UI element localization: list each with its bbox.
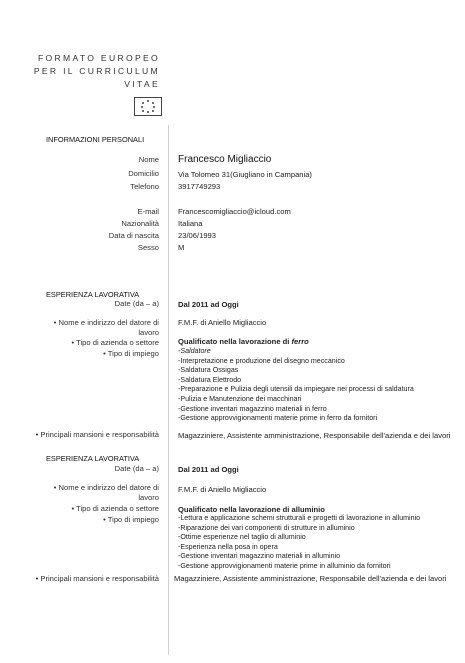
sector-label-2: • Tipo di azienda o settore [71,504,159,513]
task-item: -Interpretazione e produzione del disegno meccanico [178,356,345,365]
qualification-material-1: ferro [291,337,309,346]
task-item: -Lettura e applicazione schemi strutturali e progetti di lavorazione in alluminio [178,514,421,522]
employer-label-1b: lavoro [138,328,159,337]
header-line-3: VITAE [124,79,160,89]
email-value: Francescomigliaccio@icloud.com [178,207,291,216]
task-item: -Saldatura Elettrodo [178,375,242,384]
employer-label-1: • Nome e indirizzo del datore di [53,318,159,327]
task-item: -Saldatura Ossigas [178,366,239,375]
task-item: -Pulizia e Manutenzione dei macchinari [178,394,302,403]
task-item: -Ottime esperienze nel taglio di alluminio [178,533,306,542]
task-list-2 [178,514,420,572]
email-label: E-mail [137,207,159,216]
qualification-prefix-1: Qualificato nella lavorazione di [178,337,292,346]
task-item: -Preparazione e Pulizia degli utensili da impiegare nei processi di saldatura [178,385,414,394]
name-value: Francesco Migliaccio [178,154,272,165]
date-label-2: Date (da – a) [114,464,159,473]
section-title-personal: INFORMAZIONI PERSONALI [46,135,145,144]
header-line-1: FORMATO EUROPEO [37,53,160,63]
sex-label: Sesso [137,243,159,252]
sex-value: M [178,243,185,252]
section-title-experience-1: ESPERIENZA LAVORATIVA [46,290,140,299]
job-label-2: • Tipo di impiego [103,515,159,524]
employer-label-2b: lavoro [138,493,159,502]
task-item: -Gestione inventari magazzino materiali in alluminio [178,552,341,561]
qualification-1 [178,337,309,346]
duties-label-2: • Principali mansioni e responsabilità [35,574,159,583]
employer-label-2: • Nome e indirizzo del datore di [53,483,159,492]
task-item: -Gestione approvvigionamenti materie prime in ferro da fornitori [178,414,378,423]
task-item: -Riparazione dei vari componenti di strutture in alluminio [178,523,355,532]
duties-value-1: Magazziniere, Assistente amministrazione, Responsabile dell'azienda e dei lavori [178,431,451,440]
phone-label: Telefono [130,182,159,191]
task-item: -Gestione inventari magazzino materiali in ferro [178,404,327,413]
employer-value-2: F.M.F. di Aniello Migliaccio [178,485,267,494]
address-value: Via Tolomeo 31(Giugliano in Campania) [178,170,312,179]
date-label-1: Date (da – a) [114,299,159,308]
date-value-1: Dal 2011 ad Oggi [178,300,239,309]
task-item: -Esperienza nella posa in opera [178,542,278,551]
employer-value-1: F.M.F. di Aniello Migliaccio [178,318,267,327]
name-label: Nome [138,155,159,164]
header-line-2: PER IL CURRICULUM [33,66,160,76]
duties-value-2: Magazziniere, Assistente amministrazione, Responsabile dell'azienda e dei lavori [174,574,447,583]
nationality-value: Italiana [178,219,203,228]
phone-value: 3917749293 [178,182,221,191]
task-item: -Gestione approvvigionamenti materie prime in alluminio da fornitori [178,561,391,570]
column-divider [168,125,169,655]
date-value-2: Dal 2011 ad Oggi [178,465,239,474]
job-label-1: • Tipo di impiego [103,349,159,358]
qualification-2: Qualificato nella lavorazione di alluminio [178,505,325,514]
birth-label: Data di nascita [108,231,159,240]
address-label: Domicilio [128,169,159,178]
task-list-1 [178,347,414,424]
section-title-experience-2: ESPERIENZA LAVORATIVA [46,454,140,463]
eu-flag-icon [134,97,162,116]
duties-label-1: • Principali mansioni e responsabilità [35,430,159,439]
nationality-label: Nazionalità [121,219,159,228]
task-item: -Saldatore [178,347,211,355]
birth-value: 23/06/1993 [178,231,217,240]
sector-label-1: • Tipo di azienda o settore [71,338,159,347]
